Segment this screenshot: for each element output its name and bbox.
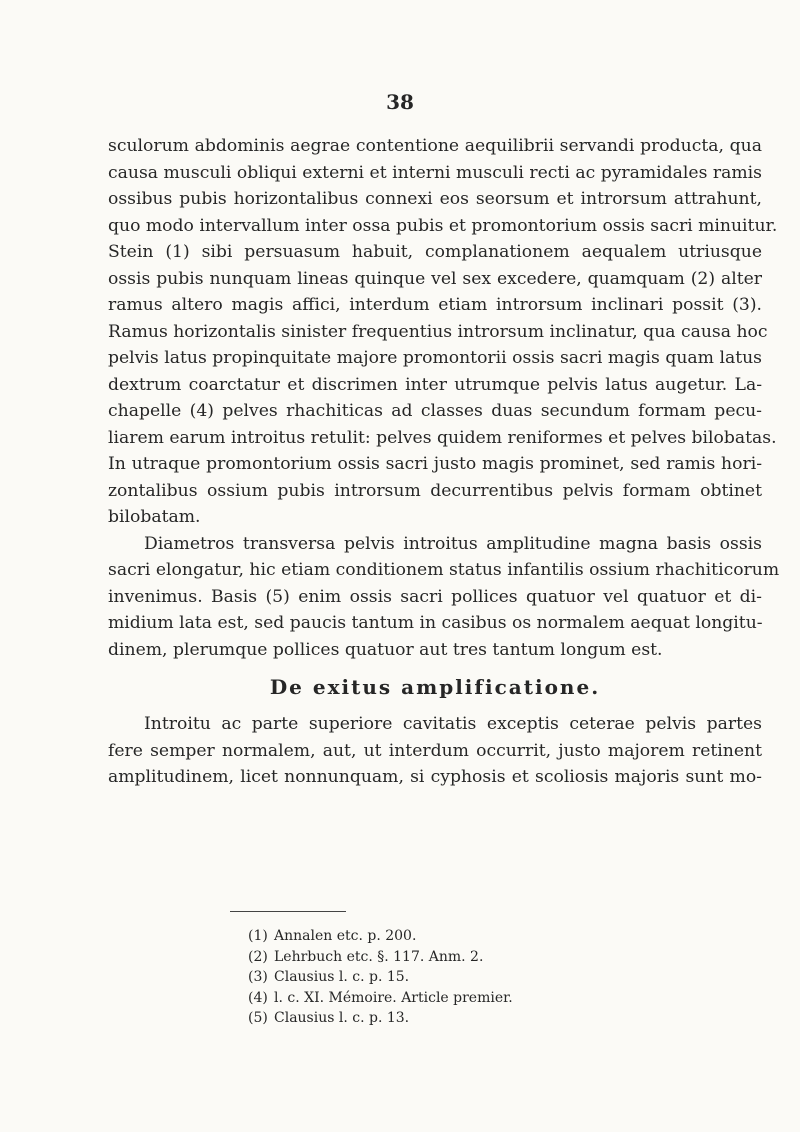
footnote — [248, 967, 513, 988]
footnote-mark: (2) — [248, 948, 268, 965]
paragraph-3 — [108, 711, 762, 791]
footnote-text: Annalen etc. p. 200. — [274, 928, 417, 944]
text-line: ossis pubis nunquam lineas quinque vel sex excedere, quamquam (2) alter — [108, 268, 762, 289]
text-line: chapelle (4) pelves rhachiticas ad classes duas secundum formam pecu- — [108, 401, 762, 421]
text-line: Stein (1) sibi persuasum habuit, complanationem aequalem utriusque — [108, 242, 762, 262]
footnote-mark: (1) — [248, 928, 268, 944]
paragraph-1 — [108, 133, 778, 531]
footnote-mark: (4) — [248, 989, 268, 1006]
footnote — [248, 1008, 513, 1029]
text-line: quo modo intervallum inter ossa pubis et promontorium ossis sacri minuitur. — [108, 215, 778, 236]
text-line: Ramus horizontalis sinister frequentius introrsum inclinatur, qua causa hoc — [108, 321, 768, 342]
text-line: dinem, plerumque pollices quatuor aut tres tantum longum est. — [108, 639, 663, 660]
text-line: dextrum coarctatur et discrimen inter utrumque pelvis latus augetur. La- — [108, 374, 762, 395]
footnotes — [248, 926, 513, 1029]
footnote-mark: (5) — [248, 1010, 268, 1026]
text-line: midium lata est, sed paucis tantum in casibus os normalem aequat longitu- — [108, 613, 763, 633]
body-text — [108, 133, 780, 791]
paragraph-2 — [108, 531, 780, 664]
footnote-mark: (3) — [248, 969, 268, 985]
footnote — [248, 988, 513, 1009]
text-line: ramus altero magis affici, interdum etiam introrsum inclinari possit (3). — [108, 295, 762, 315]
text-line: Introitu ac parte superiore cavitatis exceptis ceterae pelvis partes — [144, 714, 762, 734]
footnote-text: Clausius l. c. p. 13. — [274, 1010, 410, 1026]
text-line: liarem earum introitus retulit: pelves quidem reniformes et pelves bilobatas. — [108, 427, 777, 448]
text-line: fere semper normalem, aut, ut interdum occurrit, justo majorem retinent — [108, 740, 762, 761]
text-line: amplitudinem, licet nonnunquam, si cyphosis et scoliosis majoris sunt mo- — [108, 767, 762, 787]
footnote — [248, 926, 513, 947]
text-line: bilobatam. — [108, 507, 201, 527]
footnote — [248, 947, 513, 968]
text-line: causa musculi obliqui externi et interni musculi recti ac pyramidales ramis — [108, 162, 762, 183]
footnote-separator — [230, 911, 346, 912]
page-number: 38 — [386, 90, 414, 114]
text-line: invenimus. Basis (5) enim ossis sacri pollices quatuor vel quatuor et di- — [108, 586, 762, 607]
footnote-text: Lehrbuch etc. §. 117. Anm. 2. — [274, 948, 484, 965]
text-line: zontalibus ossium pubis introrsum decurrentibus pelvis formam obtinet — [108, 480, 762, 501]
text-line: sculorum abdominis aegrae contentione aequilibrii servandi producta, qua — [108, 136, 762, 156]
text-line: pelvis latus propinquitate majore promontorii ossis sacri magis quam latus — [108, 348, 762, 368]
text-line: sacri elongatur, hic etiam conditionem status infantilis ossium rhachiticorum — [108, 560, 780, 580]
footnote-text: Clausius l. c. p. 15. — [274, 969, 410, 985]
text-line: ossibus pubis horizontalibus connexi eos seorsum et introrsum attrahunt, — [108, 189, 762, 209]
section-heading: De exitus amplificatione. — [269, 675, 601, 699]
footnote-text: l. c. XI. Mémoire. Article premier. — [274, 989, 513, 1006]
text-line: Diametros transversa pelvis introitus amplitudine magna basis ossis — [144, 533, 762, 554]
text-line: In utraque promontorium ossis sacri justo magis prominet, sed ramis hori- — [108, 454, 762, 474]
